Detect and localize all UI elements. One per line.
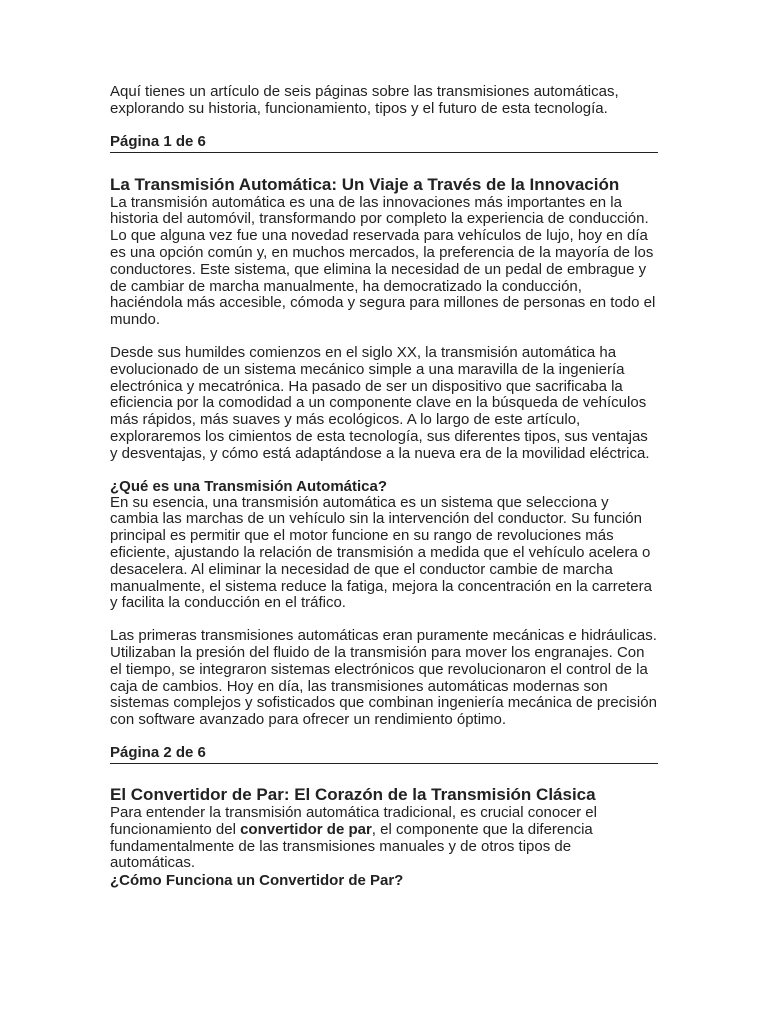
page2-paragraph-1 bbox=[110, 805, 658, 872]
page1-subheading: ¿Qué es una Transmisión Automática? bbox=[110, 477, 388, 495]
page2-paragraph-1-end: , el componente que la diferencia fundamentalmente de las transmisiones manuales y de otros tipos de automáticas. bbox=[110, 820, 593, 872]
page-marker-1: Página 1 de 6 bbox=[110, 133, 658, 153]
page-marker-2: Página 2 de 6 bbox=[110, 744, 658, 764]
page1-title: La Transmisión Automática: Un Viaje a Través de la Innovación bbox=[110, 174, 620, 194]
document-page bbox=[110, 84, 658, 889]
page1-paragraph-4: Las primeras transmisiones automáticas eran puramente mecánicas e hidráulicas. Utilizaban la presión del fluido de la transmisión para mover los engranajes. Con el tiempo, se integraron sistemas electrónicos que revolucionaron el control de la caja de cambios. Hoy en día, las transmisiones automáticas modernas son sistemas complejos y sofisticados que combinan ingeniería mecánica de precisión con software avanzado para ofrecer un rendimiento óptimo. bbox=[110, 627, 657, 729]
page2-subheading: ¿Cómo Funciona un Convertidor de Par? bbox=[110, 872, 404, 890]
intro-paragraph: Aquí tienes un artículo de seis páginas sobre las transmisiones automáticas, explorando su historia, funcionamiento, tipos y el futuro de esta tecnología. bbox=[110, 83, 619, 117]
page1-paragraph-2: Desde sus humildes comienzos en el siglo XX, la transmisión automática ha evolucionado de un sistema mecánico simple a una maravilla de la ingeniería electrónica y mecatrónica. Ha pasado de ser un dispositivo que sacrificaba la eficiencia por la comodidad a un componente clave en la búsqueda de vehículos más rápidos, más suaves y más ecológicos. A lo largo de este artículo, exploraremos los cimientos de esta tecnología, sus diferentes tipos, sus ventajas y desventajas, y cómo está adaptándose a la nueva era de la movilidad eléctrica. bbox=[110, 343, 650, 462]
page2-bold-term: convertidor de par bbox=[240, 820, 372, 838]
page1-paragraph-1: La transmisión automática es una de las innovaciones más importantes en la historia del automóvil, transformando por completo la experiencia de conducción. Lo que alguna vez fue una novedad reservada para vehículos de lujo, hoy en día es una opción común y, en muchos mercados, la preferencia de la mayoría de los conductores. Este sistema, que elimina la necesidad de un pedal de embrague y de cambiar de marcha manualmente, ha democratizado la conducción, haciéndola más accesible, cómoda y segura para millones de personas en todo el mundo. bbox=[110, 193, 656, 329]
page2-paragraph-1-start: Para entender la transmisión automática tradicional, es crucial conocer el funcionamiento del bbox=[110, 803, 597, 838]
page2-title: El Convertidor de Par: El Corazón de la Transmisión Clásica bbox=[110, 784, 596, 804]
page1-paragraph-3: En su esencia, una transmisión automática es un sistema que selecciona y cambia las marchas de un vehículo sin la intervención del conductor. Su función principal es permitir que el motor funcione en su rango de revoluciones más eficiente, ajustando la relación de transmisión a medida que el vehículo acelera o desacelera. Al eliminar la necesidad de que el conductor cambie de marcha manualmente, el sistema reduce la fatiga, mejora la concentración en la carretera y facilita la conducción en el tráfico. bbox=[110, 493, 652, 612]
